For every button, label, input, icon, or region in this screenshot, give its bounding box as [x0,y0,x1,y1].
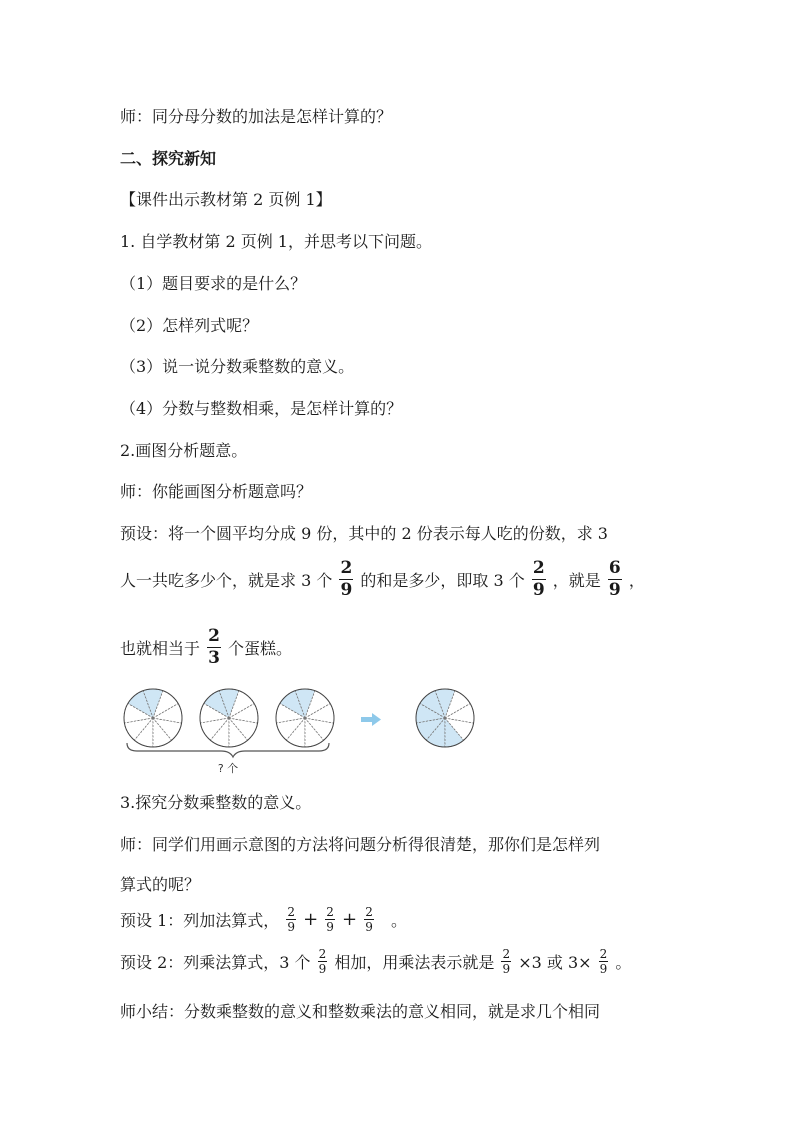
denominator: 9 [340,580,353,600]
numerator: 2 [326,905,334,919]
text-segment: 的和是多少，即取 3 个 [360,571,525,590]
plus-sign: + [303,909,319,930]
text-segment: 。 [390,911,407,930]
denominator: 9 [365,920,373,934]
text-line: 【课件出示教材第 2 页例 1】 [120,190,332,209]
cake-figure [115,685,485,780]
denominator: 9 [599,962,608,976]
text-line: 算式的呢？ [120,875,201,894]
text-segment: 个蛋糕。 [228,639,293,658]
text-segment: 预设 1：列加法算式， [120,911,280,930]
numerator: 2 [318,947,327,961]
text-segment: 人一共吃多少个，就是求 3 个 [120,571,333,590]
text-line: 预设：将一个圆平均分成 9 份，其中的 2 份表示每人吃的份数，求 3 [120,524,608,543]
text-segment: 也就相当于 [120,639,201,658]
fraction [532,560,546,599]
fraction-sentence [120,628,292,667]
fraction [599,948,609,975]
text-segment: ×3 或 3× [518,953,592,972]
fraction [325,906,335,933]
numerator: 2 [532,558,545,578]
text-line: （4）分数与整数相乘，是怎样计算的？ [120,399,403,418]
text-segment: 相加，用乘法表示就是 [334,953,495,972]
text-segment: 预设 2：列乘法算式，3 个 [120,953,311,972]
addition-expression [120,906,407,933]
text-segment: 。 [615,953,632,972]
text-line: 1. 自学教材第 2 页例 1，并思考以下问题。 [120,232,432,251]
denominator: 9 [287,920,296,934]
plus-sign: + [342,909,358,930]
section-heading: 二、探究新知 [120,149,217,168]
fraction [364,906,374,933]
numerator: 6 [608,558,621,578]
numerator: 2 [502,947,511,961]
pie-group [124,689,474,747]
denominator: 9 [502,962,511,976]
denominator: 9 [326,920,334,934]
text-line: 2.画图分析题意。 [120,441,248,460]
text-line: 师小结：分数乘整数的意义和整数乘法的意义相同，就是求几个相同 [120,1002,601,1021]
text-segment: ， [628,571,645,590]
multiplication-expression [120,948,631,975]
text-line: （1）题目要求的是什么？ [120,274,307,293]
text-line: 3.探究分数乘整数的意义。 [120,793,312,812]
fraction [608,560,622,599]
text-line: （2）怎样列式呢？ [120,316,259,335]
text-segment: ，就是 [552,571,601,590]
numerator: 2 [208,626,220,646]
fraction [501,948,511,975]
arrow-icon [361,713,381,726]
brace-label: ? 个 [217,762,239,775]
text-line: 师：你能画图分析题意吗？ [120,482,313,501]
numerator: 2 [365,905,373,919]
text-line: 师：同分母分数的加法是怎样计算的？ [120,107,393,126]
fraction-sentence [120,560,645,599]
numerator: 2 [287,905,296,919]
fraction [318,948,328,975]
fraction [286,906,296,933]
denominator: 9 [532,580,545,600]
text-line: 师：同学们用画示意图的方法将问题分析得很清楚，那你们是怎样列 [120,835,601,854]
numerator: 2 [599,947,608,961]
denominator: 3 [208,648,220,668]
fraction [339,560,353,599]
numerator: 2 [340,558,353,578]
text-line: （3）说一说分数乘整数的意义。 [120,357,355,376]
denominator: 9 [608,580,621,600]
fraction [207,628,221,667]
denominator: 9 [318,962,327,976]
